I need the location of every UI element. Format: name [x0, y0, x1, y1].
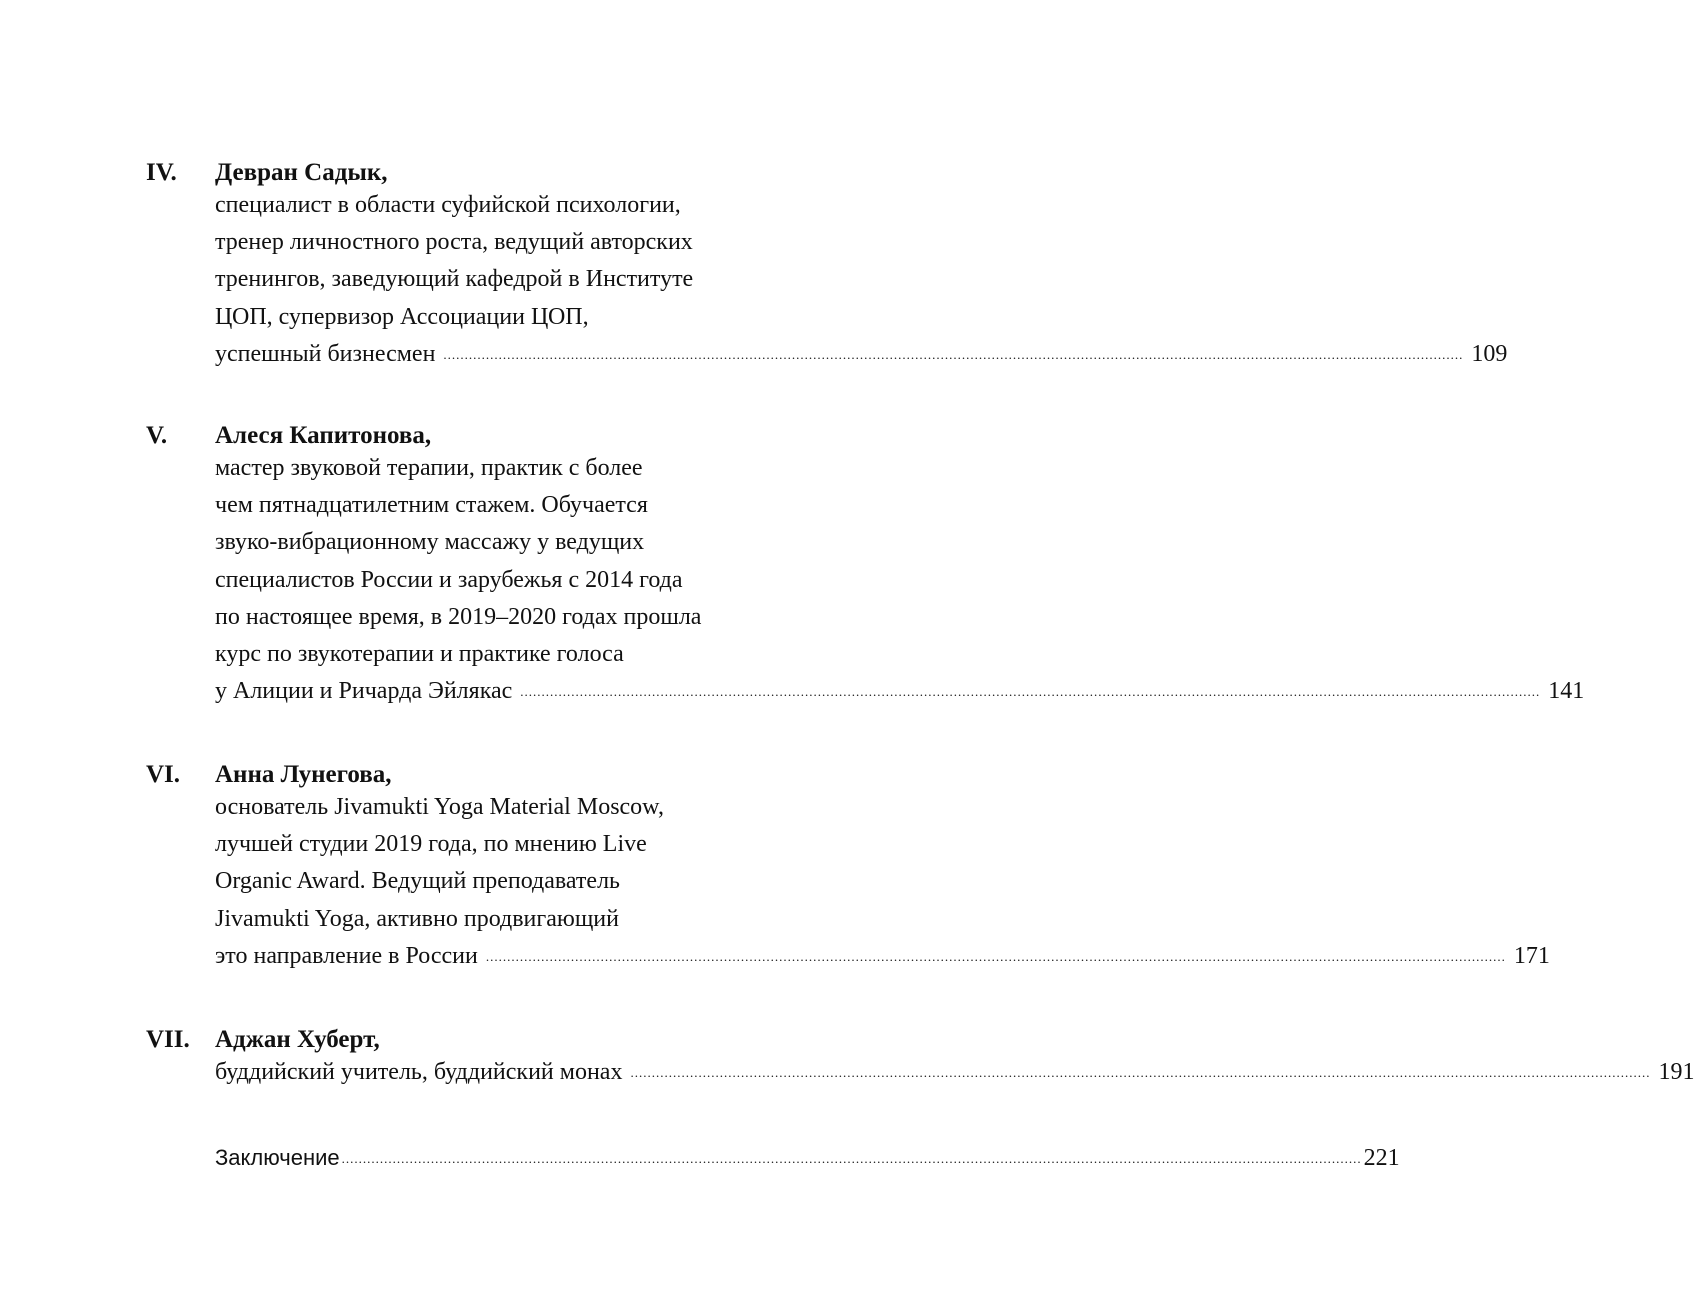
page-number: 141: [1548, 678, 1585, 705]
toc-leader-line: [215, 1139, 1400, 1177]
description-line: по настоящее время, в 2019–2020 годах прошла: [215, 603, 702, 630]
description-line: мастер звуковой терапии, практик с более: [215, 455, 643, 481]
description-line: тренер личностного роста, ведущий авторских: [215, 229, 693, 256]
description-line: чем пятнадцатилетним стажем. Обучается: [215, 492, 648, 519]
author-description: [215, 450, 1585, 710]
page-number: 109: [1471, 340, 1508, 367]
description-line: Jivamukti Yoga, активно продвигающий: [215, 905, 619, 932]
description-line: специалистов России и зарубежья с 2014 года: [215, 566, 683, 593]
description-line: курс по звукотерапии и практике голоса: [215, 641, 624, 668]
toc-leader-line[interactable]: [215, 336, 1508, 373]
toc-entry-conclusion[interactable]: [215, 1139, 1400, 1177]
page-number: 221: [1363, 1145, 1400, 1171]
chapter-numeral: VI.: [146, 761, 181, 788]
author-name: Алеся Капитонова,: [215, 422, 432, 449]
description-line: буддийский учитель, буддийский монах: [215, 1059, 623, 1085]
description-line: ЦОП, супервизор Ассоциации ЦОП,: [215, 303, 589, 330]
description-line: лучшей студии 2019 года, по мнению Live: [215, 831, 647, 858]
dot-leader: [342, 1152, 1362, 1165]
chapter-numeral: VII.: [146, 1026, 190, 1053]
description-line: успешный бизнесмен: [215, 340, 436, 367]
description-line: у Алиции и Ричарда Эйлякас: [215, 678, 513, 705]
dot-leader: [630, 1065, 1650, 1080]
description-line: тренингов, заведующий кафедрой в Институте: [215, 266, 694, 293]
page-number: 171: [1513, 942, 1550, 969]
author-name: Девран Садык,: [215, 159, 388, 186]
description-line: звуко-вибрационному массажу у ведущих: [215, 529, 645, 556]
author-description: [215, 789, 1550, 975]
chapter-numeral: V.: [146, 422, 168, 449]
chapter-numeral: IV.: [146, 159, 177, 186]
author-description: [215, 1054, 1694, 1091]
page-number: 191: [1658, 1059, 1694, 1085]
conclusion-label: Заключение: [215, 1145, 340, 1170]
author-description: [215, 187, 1508, 373]
description-line: специалист в области суфийской психологии,: [215, 192, 681, 218]
toc-leader-line[interactable]: [215, 1054, 1694, 1091]
author-name: Анна Лунегова,: [215, 761, 392, 788]
toc-leader-line[interactable]: [215, 673, 1585, 710]
dot-leader: [520, 684, 1540, 699]
dot-leader: [443, 347, 1463, 362]
description-line: Organic Award. Ведущий преподаватель: [215, 868, 620, 895]
author-name: Аджан Хуберт,: [215, 1026, 380, 1053]
dot-leader: [486, 949, 1506, 964]
description-line: основатель Jivamukti Yoga Material Moscow,: [215, 794, 664, 820]
description-line: это направление в России: [215, 942, 478, 969]
toc-leader-line[interactable]: [215, 938, 1550, 975]
